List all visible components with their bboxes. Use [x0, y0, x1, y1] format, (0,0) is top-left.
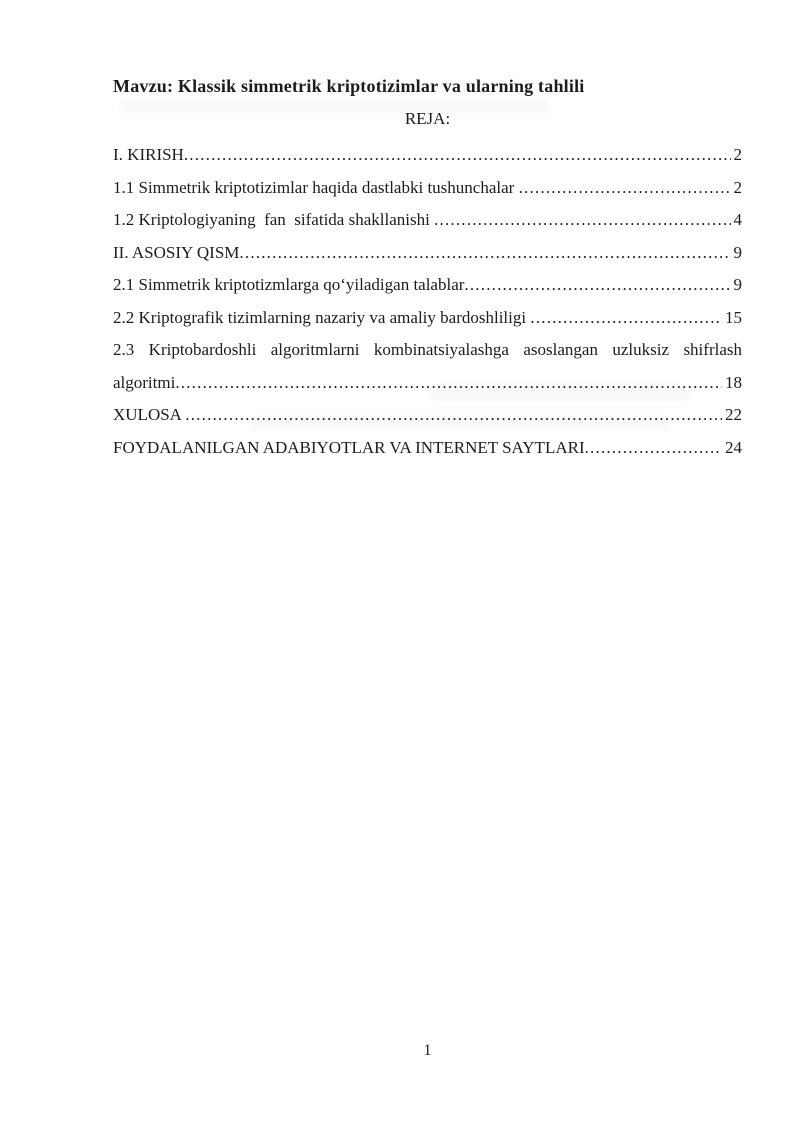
- toc-heading: REJA:: [404, 109, 451, 128]
- table-of-contents: [113, 139, 742, 464]
- leader-dots: [519, 172, 731, 205]
- toc-page-number: 18: [725, 372, 742, 392]
- toc-entry-2-2: [113, 302, 742, 335]
- toc-entry-text: FOYDALANILGAN ADABIYOTLAR VA INTERNET SAYTLARI: [113, 437, 585, 457]
- toc-entry-text: I. KIRISH: [113, 145, 184, 164]
- toc-page-number: 9: [733, 242, 742, 262]
- footer-page-number: 1: [423, 1042, 432, 1059]
- toc-entry-text: II. ASOSIY QISM: [113, 242, 240, 262]
- leader-dots: [585, 432, 722, 465]
- toc-entry-1-2: [113, 204, 742, 237]
- toc-entry-text: 1.2 Kriptologiyaning fan sifatida shakllanishi: [113, 210, 435, 229]
- toc-page-number: 24: [725, 437, 742, 457]
- toc-entry-text: algoritmi: [113, 372, 176, 392]
- toc-page-number: 9: [733, 275, 742, 294]
- toc-page-number: 4: [733, 210, 742, 229]
- toc-page-number: 2: [733, 177, 742, 197]
- toc-entry-xulosa: [113, 399, 742, 432]
- leader-dots: [184, 139, 731, 172]
- toc-entry-text: 1.1 Simmetrik kriptotizimlar haqida dastlabki tushunchalar: [113, 177, 519, 197]
- toc-entry-1-1: [113, 172, 742, 205]
- toc-page-number: 15: [725, 307, 742, 327]
- document-title: Mavzu: Klassik simmetrik kriptotizimlar va ularning tahlili: [113, 76, 585, 96]
- toc-page-number: 2: [733, 145, 742, 164]
- toc-entry-asosiy-qism: [113, 237, 742, 270]
- toc-entry-text: 2.3 Kriptobardoshli algoritmlarni kombinatsiyalashga asoslangan uzluksiz shifrlash: [113, 340, 742, 359]
- toc-entry-text: 2.2 Kriptografik tizimlarning nazariy va amaliy bardoshliligi: [113, 307, 531, 327]
- toc-entry-2-3-line1: [113, 334, 742, 367]
- leader-dots: [175, 367, 722, 400]
- leader-dots: [185, 399, 722, 432]
- toc-entry-text: XULOSA: [113, 405, 186, 424]
- toc-entry-kirish: [113, 139, 742, 172]
- toc-entry-adabiyotlar: [113, 432, 742, 465]
- toc-entry-2-1: [113, 269, 742, 302]
- leader-dots: [239, 237, 730, 270]
- toc-page-number: 22: [725, 405, 742, 424]
- leader-dots: [464, 269, 730, 302]
- toc-entry-2-3-line2: [113, 367, 742, 400]
- leader-dots: [434, 204, 730, 237]
- toc-entry-text: 2.1 Simmetrik kriptotizmlarga qo‘yiladigan talablar: [113, 275, 465, 294]
- leader-dots: [530, 302, 722, 335]
- page-content: [113, 74, 742, 464]
